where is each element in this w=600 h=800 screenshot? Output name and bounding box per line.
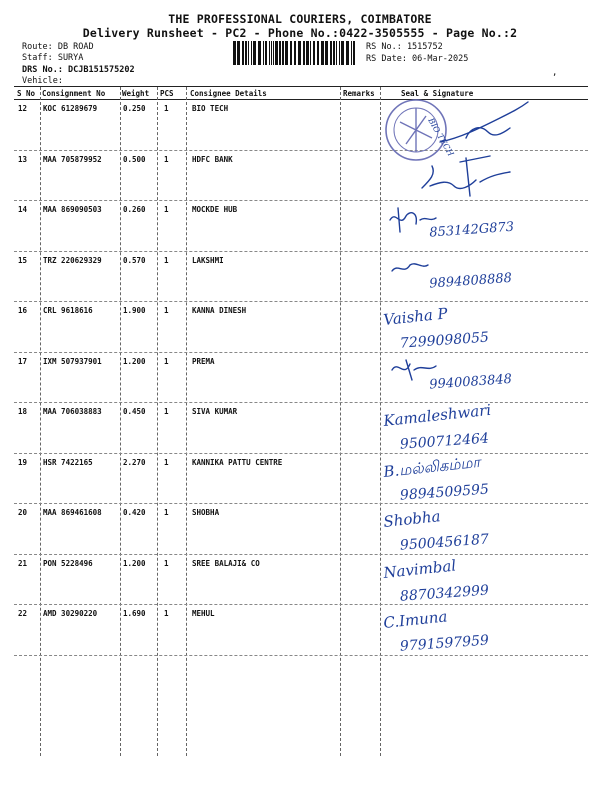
barcode-bar — [298, 41, 301, 65]
signature-phone: 9500456187 — [399, 531, 490, 554]
barcode — [233, 41, 359, 65]
cell-consignee: SHOBHA — [192, 508, 220, 517]
barcode-bar — [273, 41, 274, 65]
cell-pcs: 1 — [164, 255, 169, 265]
signature-row-16 — [370, 303, 595, 355]
column-divider — [40, 87, 41, 756]
signature-phone: 9940083848 — [428, 371, 513, 393]
signature-name: Kamaleshwari — [382, 400, 492, 430]
signature-phone: 8870342999 — [399, 582, 490, 605]
cell-consignment: CRL 9618616 — [43, 306, 93, 315]
cell-pcs: 1 — [164, 558, 169, 568]
column-divider — [340, 87, 341, 756]
signature-phone: 9894509595 — [399, 481, 490, 504]
barcode-bar — [245, 41, 247, 65]
cell-pcs: 1 — [164, 205, 169, 214]
signature-name: Navimbal — [382, 555, 457, 582]
signature-row-14 — [370, 202, 595, 254]
cell-weight: 0.420 — [123, 508, 146, 517]
cell-pcs: 1 — [164, 154, 169, 164]
cell-consignment: MAA 705879952 — [43, 154, 102, 164]
cell-consignee: KANNA DINESH — [192, 306, 247, 315]
signature-row-15 — [370, 253, 595, 305]
runsheet-title: Delivery Runsheet - PC2 - Phone No.:0422-3505555 - Page No.:2 — [82, 26, 518, 40]
cell-weight: 1.200 — [123, 558, 146, 568]
cell-weight: 0.500 — [123, 154, 146, 164]
cell-pcs: 1 — [164, 508, 169, 517]
cell-sno: 12 — [18, 104, 28, 113]
staff-label: Staff: SURYA — [22, 53, 84, 63]
cell-consignment: KOC 61289679 — [43, 104, 98, 113]
barcode-bar — [285, 41, 288, 65]
cell-consignee: SIVA KUMAR — [192, 407, 238, 416]
col-header-consignee: Consignee Details — [190, 89, 267, 98]
cell-consignment: MAA 869461608 — [43, 508, 102, 517]
cell-consignee: MEHUL — [192, 609, 215, 618]
signature-name: Vaisha P — [382, 304, 449, 329]
cell-sno: 21 — [18, 558, 28, 568]
cell-weight: 0.260 — [123, 205, 146, 214]
barcode-bar — [313, 41, 315, 65]
signature-name: Shobha — [382, 507, 442, 531]
signature-row-22 — [370, 606, 595, 658]
signature-phone: 7299098055 — [399, 329, 490, 352]
barcode-bar — [248, 41, 249, 65]
barcode-bar — [275, 41, 278, 65]
signature-phone: 9500712464 — [399, 430, 490, 453]
barcode-bar — [346, 41, 349, 65]
cell-pcs: 1 — [164, 457, 169, 467]
barcode-bar — [265, 41, 267, 65]
cell-weight: 0.250 — [123, 104, 146, 113]
col-header-pcs: PCS — [160, 89, 174, 98]
barcode-bar — [282, 41, 284, 65]
signature-row-18 — [370, 400, 595, 456]
cell-consignment: PON 5228496 — [43, 558, 93, 568]
signature-phone: 9791597959 — [399, 632, 490, 655]
drs-number: DRS No.: DCJB151575202 — [22, 65, 135, 75]
cell-sno: 15 — [18, 255, 28, 265]
cell-weight: 0.450 — [123, 407, 146, 416]
signature-row-13 — [370, 152, 595, 202]
barcode-bar — [253, 41, 256, 65]
barcode-bar — [290, 41, 292, 65]
cell-weight: 0.570 — [123, 255, 146, 265]
cell-pcs: 1 — [164, 609, 169, 618]
header-top-rule — [14, 86, 588, 87]
cell-sno: 22 — [18, 609, 28, 618]
cell-consignee: SREE BALAJI& CO — [192, 558, 260, 568]
barcode-bar — [336, 41, 337, 65]
col-header-consignment: Consignment No — [42, 89, 106, 98]
cell-sno: 16 — [18, 306, 28, 315]
signature-row-19 — [370, 452, 595, 507]
column-divider — [120, 87, 121, 756]
cell-consignee: PREMA — [192, 356, 215, 366]
signature-phone: 9894808888 — [428, 270, 513, 292]
barcode-bar — [258, 41, 261, 65]
cell-consignment: MAA 706038883 — [43, 407, 102, 416]
company-title: THE PROFESSIONAL COURIERS, COIMBATORE — [168, 12, 432, 26]
barcode-bar — [271, 41, 272, 65]
cell-pcs: 1 — [164, 356, 169, 366]
rs-number: RS No.: 1515752 — [366, 42, 443, 52]
barcode-bar — [353, 41, 355, 65]
cell-consignee: MOCKDE HUB — [192, 205, 238, 214]
route-label: Route: DB ROAD — [22, 42, 94, 52]
rs-date: RS Date: 06-Mar-2025 — [366, 54, 469, 64]
cell-sno: 19 — [18, 457, 28, 467]
barcode-bar — [310, 41, 311, 65]
cell-consignee: HDFC BANK — [192, 154, 233, 164]
col-header-weight: Weight — [122, 89, 150, 98]
cell-consignment: TRZ 220629329 — [43, 255, 102, 265]
cell-weight: 2.270 — [123, 457, 146, 467]
column-divider — [157, 87, 158, 756]
corner-mark: , — [552, 68, 558, 78]
barcode-bar — [294, 41, 296, 65]
signature-name: B.மல்லிகம்மா — [382, 452, 482, 481]
cell-pcs: 1 — [164, 306, 169, 315]
cell-consignee: BIO TECH — [192, 104, 229, 113]
signature-row-17 — [370, 354, 595, 406]
barcode-bar — [233, 41, 236, 65]
column-divider — [186, 87, 187, 756]
col-header-remarks: Remarks — [343, 89, 375, 98]
signature-phone: 853142G873 — [428, 219, 515, 241]
barcode-bar — [330, 41, 332, 65]
cell-sno: 18 — [18, 407, 28, 416]
barcode-bar — [333, 41, 335, 65]
stamp-label: BIO TECH — [426, 116, 456, 158]
col-header-sno: S No — [17, 89, 36, 98]
cell-sno: 14 — [18, 205, 28, 214]
barcode-bar — [341, 41, 344, 65]
signature-scribble — [392, 263, 428, 270]
barcode-bar — [269, 41, 270, 65]
cell-consignment: IXM 507937901 — [43, 356, 102, 366]
signature-row-20 — [370, 505, 595, 557]
barcode-bar — [306, 41, 309, 65]
cell-sno: 17 — [18, 356, 28, 366]
cell-weight: 1.690 — [123, 609, 146, 618]
barcode-bar — [237, 41, 240, 65]
barcode-bar — [251, 41, 252, 65]
cell-weight: 1.200 — [123, 356, 146, 366]
cell-consignee: LAKSHMI — [192, 255, 224, 265]
barcode-bar — [321, 41, 324, 65]
barcode-bar — [263, 41, 264, 65]
barcode-bar — [242, 41, 244, 65]
vehicle-label: Vehicle: — [22, 76, 63, 86]
cell-consignment: AMD 30290220 — [43, 609, 98, 618]
cell-sno: 20 — [18, 508, 28, 517]
barcode-bar — [279, 41, 281, 65]
cell-consignee: KANNIKA PATTU CENTRE — [192, 457, 283, 467]
cell-consignment: HSR 7422165 — [43, 457, 93, 467]
col-header-seal: Seal & Signature — [401, 89, 474, 98]
cell-sno: 13 — [18, 154, 28, 164]
cell-pcs: 1 — [164, 104, 169, 113]
barcode-bar — [303, 41, 305, 65]
signature-name: C.Imuna — [382, 607, 449, 632]
barcode-bar — [339, 41, 340, 65]
cell-pcs: 1 — [164, 407, 169, 416]
cell-weight: 1.900 — [123, 306, 146, 315]
barcode-bar — [317, 41, 319, 65]
barcode-bar — [351, 41, 352, 65]
cell-consignment: MAA 869090503 — [43, 205, 102, 214]
barcode-bar — [325, 41, 328, 65]
signature-row-21 — [370, 556, 595, 608]
